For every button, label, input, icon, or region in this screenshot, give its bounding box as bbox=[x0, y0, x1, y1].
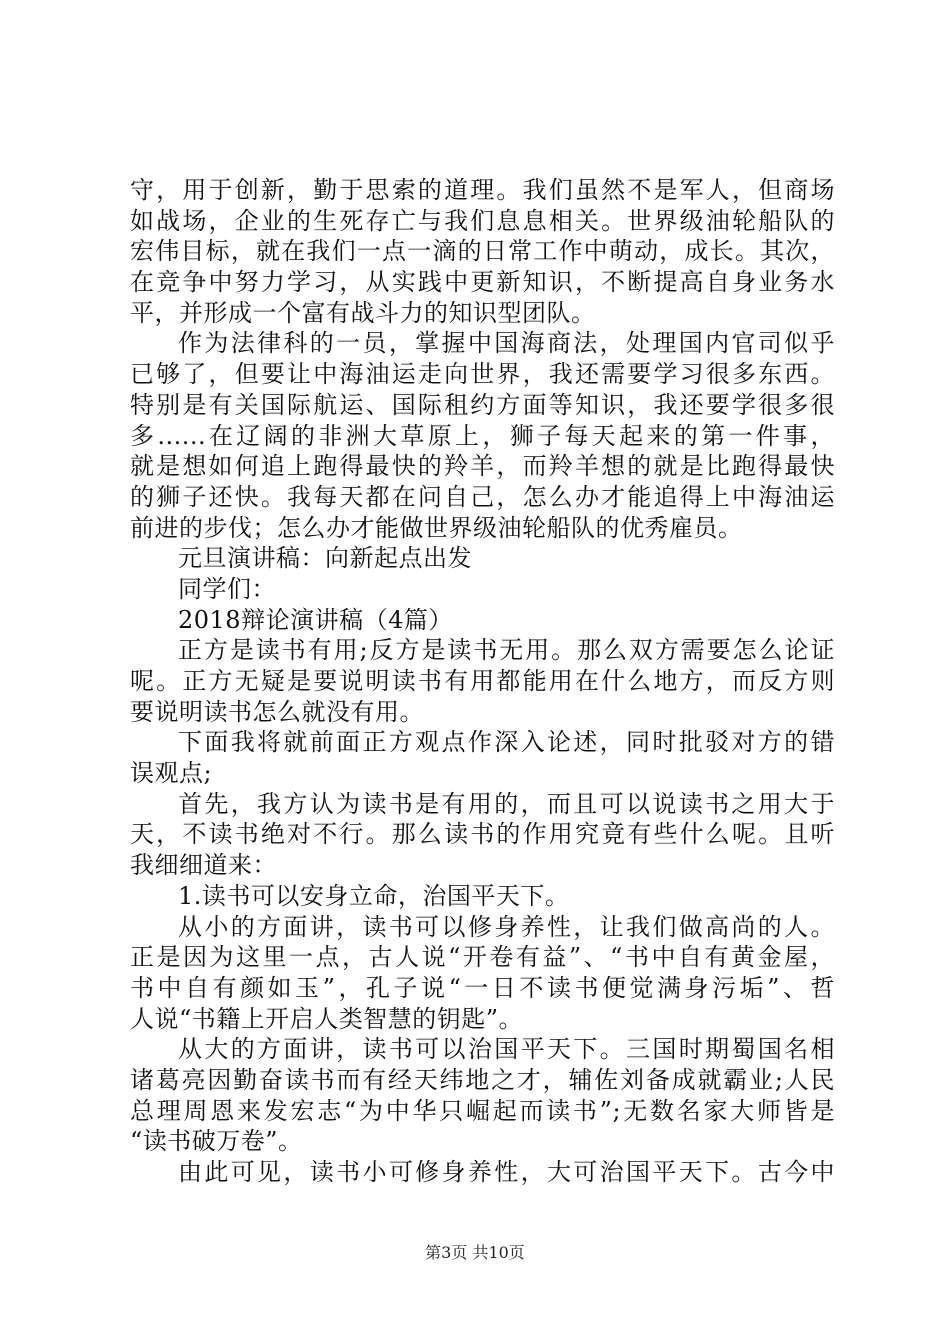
text-line: 在竞争中努力学习，从实践中更新知识，不断提高自身业务水 bbox=[130, 268, 835, 297]
text-line: 元旦演讲稿：向新起点出发 bbox=[178, 544, 472, 573]
text-line: “读书破万卷”。 bbox=[130, 1127, 303, 1156]
text-line: 同学们： bbox=[178, 574, 276, 603]
text-line: 从大的方面讲，读书可以治国平天下。三国时期蜀国名相 bbox=[178, 1035, 835, 1064]
text-line: 书中自有颜如玉”，孔子说“一日不读书便觉满身污垢”、哲 bbox=[130, 973, 835, 1002]
page-footer: 第3页 共10页 bbox=[425, 1243, 525, 1262]
text-line: 平，并形成一个富有战斗力的知识型团队。 bbox=[130, 298, 596, 327]
text-line: 人说“书籍上开启人类智慧的钥匙”。 bbox=[130, 1004, 524, 1033]
text-line: 作为法律科的一员，掌握中国海商法，处理国内官司似乎 bbox=[178, 329, 835, 358]
text-line: 前进的步伐；怎么办才能做世界级油轮船队的优秀雇员。 bbox=[130, 513, 743, 542]
text-line: 就是想如何追上跑得最快的羚羊，而羚羊想的就是比跑得最快 bbox=[130, 452, 835, 481]
text-line: 要说明读书怎么就没有用。 bbox=[130, 697, 424, 726]
document-body bbox=[130, 175, 835, 1188]
text-line: 呢。正方无疑是要说明读书有用都能用在什么地方，而反方则 bbox=[130, 667, 835, 695]
text-line: 如战场，企业的生死存亡与我们息息相关。世界级油轮船队的 bbox=[130, 206, 835, 235]
text-line: 总理周恩来发宏志“为中华只崛起而读书”;无数名家大师皆是 bbox=[130, 1096, 835, 1125]
text-line: 的狮子还快。我每天都在问自己，怎么办才能追得上中海油运 bbox=[130, 482, 835, 511]
text-line: 误观点; bbox=[130, 759, 213, 788]
text-line: 由此可见，读书小可修身养性，大可治国平天下。古今中 bbox=[178, 1158, 835, 1186]
text-line: 正是因为这里一点，古人说“开卷有益”、“书中自有黄金屋， bbox=[130, 943, 835, 972]
text-line: 首先，我方认为读书是有用的，而且可以说读书之用大于 bbox=[178, 789, 835, 818]
text-line: 守，用于创新，勤于思索的道理。我们虽然不是军人，但商场 bbox=[130, 176, 835, 204]
text-line: 宏伟目标，就在我们一点一滴的日常工作中萌动，成长。其次， bbox=[130, 237, 835, 266]
text-line: 天，不读书绝对不行。那么读书的作用究竟有些什么呢。且听 bbox=[130, 820, 835, 849]
text-line: 我细细道来： bbox=[130, 851, 277, 880]
text-line: 特别是有关国际航运、国际租约方面等知识，我还要学很多很 bbox=[130, 390, 835, 419]
text-line: 1.读书可以安身立命，治国平天下。 bbox=[178, 881, 570, 910]
text-line: 诸葛亮因勤奋读书而有经天纬地之才，辅佐刘备成就霸业;人民 bbox=[130, 1065, 835, 1094]
text-line: 正方是读书有用;反方是读书无用。那么双方需要怎么论证 bbox=[178, 636, 835, 665]
text-line: 已够了，但要让中海油运走向世界，我还需要学习很多东西。 bbox=[130, 360, 835, 389]
text-line: 下面我将就前面正方观点作深入论述，同时批驳对方的错 bbox=[178, 728, 835, 757]
text-line: 多......在辽阔的非洲大草原上，狮子每天起来的第一件事， bbox=[130, 421, 835, 450]
text-line: 2018辩论演讲稿（4篇） bbox=[178, 605, 453, 634]
text-line: 从小的方面讲，读书可以修身养性，让我们做高尚的人。 bbox=[178, 912, 835, 941]
